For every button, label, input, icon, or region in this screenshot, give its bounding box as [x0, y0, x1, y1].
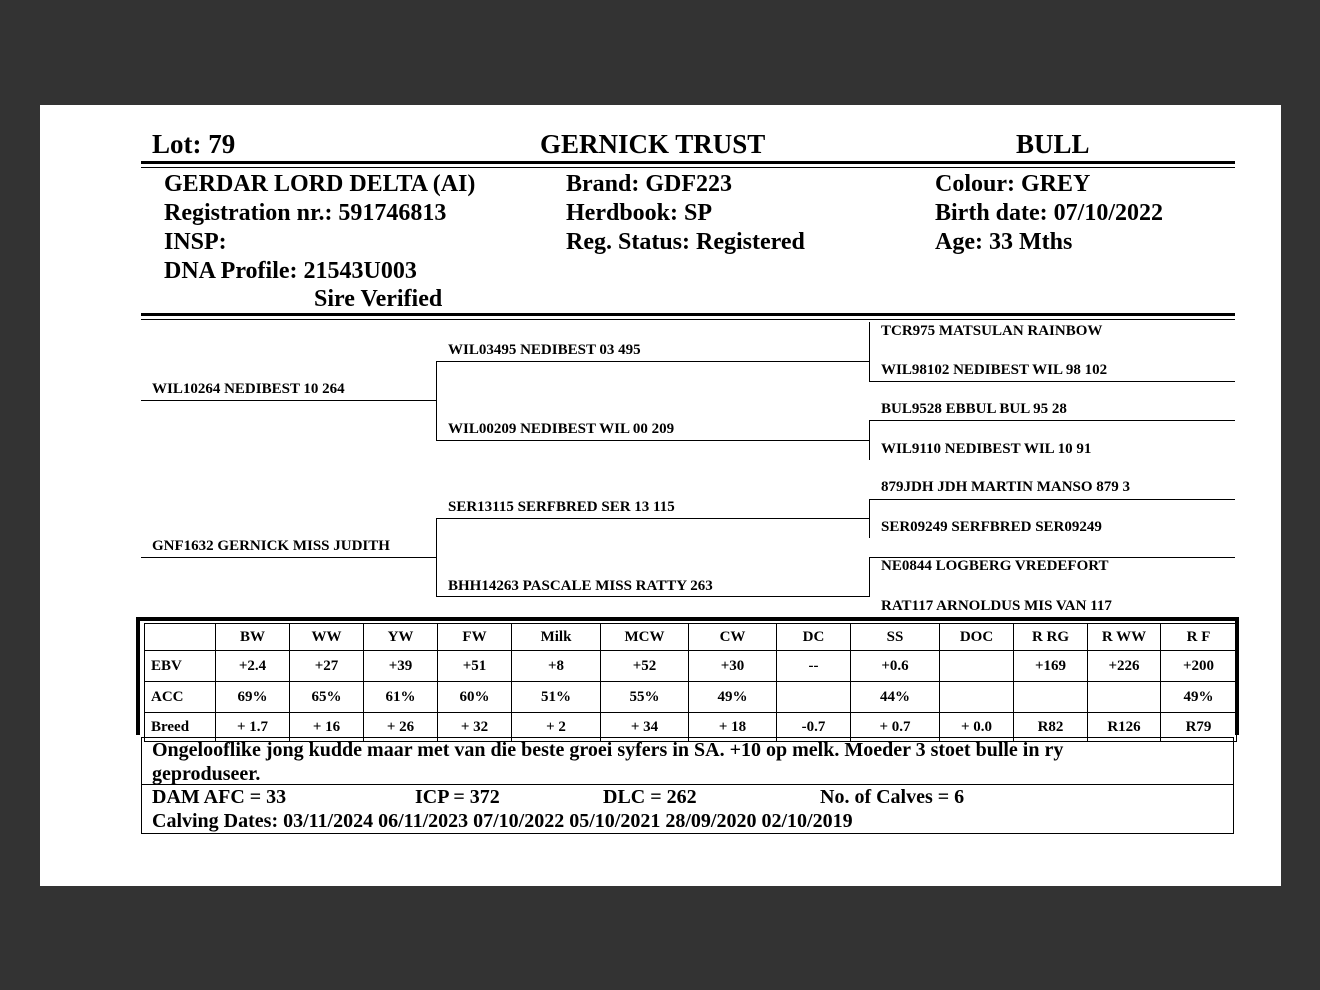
header-cell: SS: [851, 624, 940, 651]
header-cell: MCW: [601, 624, 689, 651]
table-cell: + 2: [512, 713, 601, 742]
header-cell: R RG: [1014, 624, 1088, 651]
lot-number: Lot: 79: [152, 129, 236, 159]
ebv-row: [145, 651, 1237, 682]
remarks-line-2: geproduseer.: [152, 763, 261, 785]
table-cell: -0.7: [777, 713, 851, 742]
header-rule-thin: [141, 167, 1235, 168]
pedigree-dam: GNF1632 GERNICK MISS JUDITH: [152, 538, 390, 554]
header-cell: DC: [777, 624, 851, 651]
registration-number: Registration nr.: 591746813: [164, 200, 447, 226]
table-cell: + 26: [364, 713, 438, 742]
table-cell: +226: [1088, 651, 1161, 682]
table-cell: + 16: [290, 713, 364, 742]
table-cell: + 1.7: [216, 713, 290, 742]
table-cell: 51%: [512, 682, 601, 713]
sire-sire-line: [436, 361, 870, 362]
header-cell: BW: [216, 624, 290, 651]
dna-profile: DNA Profile: 21543U003: [164, 258, 417, 284]
reg-status: Reg. Status: Registered: [566, 229, 805, 255]
row-label: ACC: [145, 682, 216, 713]
table-cell: 65%: [290, 682, 364, 713]
ggp-line-5: [869, 499, 1235, 500]
header-cell: R F: [1161, 624, 1237, 651]
table-cell: 44%: [851, 682, 940, 713]
dam-bracket: [436, 518, 437, 597]
table-cell: + 18: [689, 713, 777, 742]
ggp-line-3: [869, 420, 1235, 421]
ggp-line-2: [869, 381, 1235, 382]
ggp-7: NE0844 LOGBERG VREDEFORT: [881, 558, 1109, 574]
table-cell: [777, 682, 851, 713]
animal-name: GERDAR LORD DELTA (AI): [164, 171, 476, 197]
ebv-header-row: [145, 624, 1237, 651]
ggp-line-7: [869, 557, 1235, 558]
ggp-4: WIL9110 NEDIBEST WIL 10 91: [881, 441, 1092, 457]
dam-line: [141, 557, 437, 558]
table-cell: +2.4: [216, 651, 290, 682]
sire-line: [141, 400, 437, 401]
table-cell: [1088, 682, 1161, 713]
animal-sex: BULL: [1016, 129, 1090, 159]
table-cell: 49%: [1161, 682, 1237, 713]
header-cell: Milk: [512, 624, 601, 651]
table-cell: R82: [1014, 713, 1088, 742]
birth-date: Birth date: 07/10/2022: [935, 200, 1163, 226]
header-cell: FW: [438, 624, 512, 651]
ggp-bracket-1: [869, 322, 870, 381]
header-rule-thick: [141, 161, 1235, 164]
dam-afc: DAM AFC = 33: [152, 786, 287, 808]
table-cell: + 0.7: [851, 713, 940, 742]
table-cell: +51: [438, 651, 512, 682]
table-cell: [1014, 682, 1088, 713]
acc-row: [145, 682, 1237, 713]
table-frame-top: [136, 617, 1239, 621]
sire-verified: Sire Verified: [314, 286, 443, 312]
row-label: Breed: [145, 713, 216, 742]
icp: ICP = 372: [415, 786, 500, 808]
insp: INSP:: [164, 229, 227, 255]
header-cell: [145, 624, 216, 651]
table-cell: R126: [1088, 713, 1161, 742]
table-cell: +30: [689, 651, 777, 682]
breeder-name: GERNICK TRUST: [540, 129, 766, 159]
row-label: EBV: [145, 651, 216, 682]
table-cell: +169: [1014, 651, 1088, 682]
pedigree-dam-sire: SER13115 SERFBRED SER 13 115: [448, 499, 675, 515]
dam-sire-line: [436, 518, 870, 519]
header-cell: YW: [364, 624, 438, 651]
herdbook: Herdbook: SP: [566, 200, 713, 226]
ggp-6: SER09249 SERFBRED SER09249: [881, 519, 1102, 535]
ggp-bracket-4: [869, 557, 870, 597]
lot-card: [40, 105, 1281, 886]
table-frame-left: [136, 617, 140, 735]
ggp-bracket-2: [869, 420, 870, 460]
pedigree-sire-dam: WIL00209 NEDIBEST WIL 00 209: [448, 421, 675, 437]
ggp-1: TCR975 MATSULAN RAINBOW: [881, 323, 1103, 339]
table-cell: + 32: [438, 713, 512, 742]
table-cell: R79: [1161, 713, 1237, 742]
table-cell: + 34: [601, 713, 689, 742]
number-of-calves: No. of Calves = 6: [820, 786, 965, 808]
table-cell: [940, 682, 1014, 713]
dam-stats-box: [141, 785, 1234, 834]
table-cell: 49%: [689, 682, 777, 713]
calving-dates: Calving Dates: 03/11/2024 06/11/2023 07/10/2022 05/10/2021 28/09/2020 02/10/2019: [152, 810, 853, 832]
table-cell: 60%: [438, 682, 512, 713]
brand: Brand: GDF223: [566, 171, 733, 197]
header-cell: R WW: [1088, 624, 1161, 651]
table-cell: +200: [1161, 651, 1237, 682]
table-cell: +8: [512, 651, 601, 682]
table-cell: 69%: [216, 682, 290, 713]
ggp-3: BUL9528 EBBUL BUL 95 28: [881, 401, 1067, 417]
table-cell: +27: [290, 651, 364, 682]
pedigree-sire: WIL10264 NEDIBEST 10 264: [152, 381, 345, 397]
info-rule-thick: [141, 313, 1235, 316]
pedigree-dam-dam: BHH14263 PASCALE MISS RATTY 263: [448, 578, 713, 594]
header-cell: DOC: [940, 624, 1014, 651]
table-cell: +52: [601, 651, 689, 682]
ggp-5: 879JDH JDH MARTIN MANSO 879 3: [881, 479, 1131, 495]
table-cell: 55%: [601, 682, 689, 713]
info-rule-thin: [141, 319, 1235, 320]
pedigree-sire-sire: WIL03495 NEDIBEST 03 495: [448, 342, 641, 358]
sire-dam-line: [436, 440, 870, 441]
ggp-2: WIL98102 NEDIBEST WIL 98 102: [881, 362, 1108, 378]
dlc: DLC = 262: [603, 786, 697, 808]
header-cell: CW: [689, 624, 777, 651]
colour: Colour: GREY: [935, 171, 1091, 197]
sire-bracket: [436, 361, 437, 441]
table-cell: [940, 651, 1014, 682]
table-cell: 61%: [364, 682, 438, 713]
ggp-8: RAT117 ARNOLDUS MIS VAN 117: [881, 598, 1112, 614]
ggp-bracket-3: [869, 499, 870, 538]
dam-dam-line: [436, 596, 870, 597]
table-cell: + 0.0: [940, 713, 1014, 742]
remarks-line-1: Ongelooflike jong kudde maar met van die beste groei syfers in SA. +10 op melk. Moeder 3 stoet bulle in ry: [152, 739, 1064, 761]
table-cell: +39: [364, 651, 438, 682]
remarks-box: [141, 737, 1234, 785]
ebv-table: [144, 623, 1237, 742]
table-cell: --: [777, 651, 851, 682]
age: Age: 33 Mths: [935, 229, 1073, 255]
header-cell: WW: [290, 624, 364, 651]
table-cell: +0.6: [851, 651, 940, 682]
